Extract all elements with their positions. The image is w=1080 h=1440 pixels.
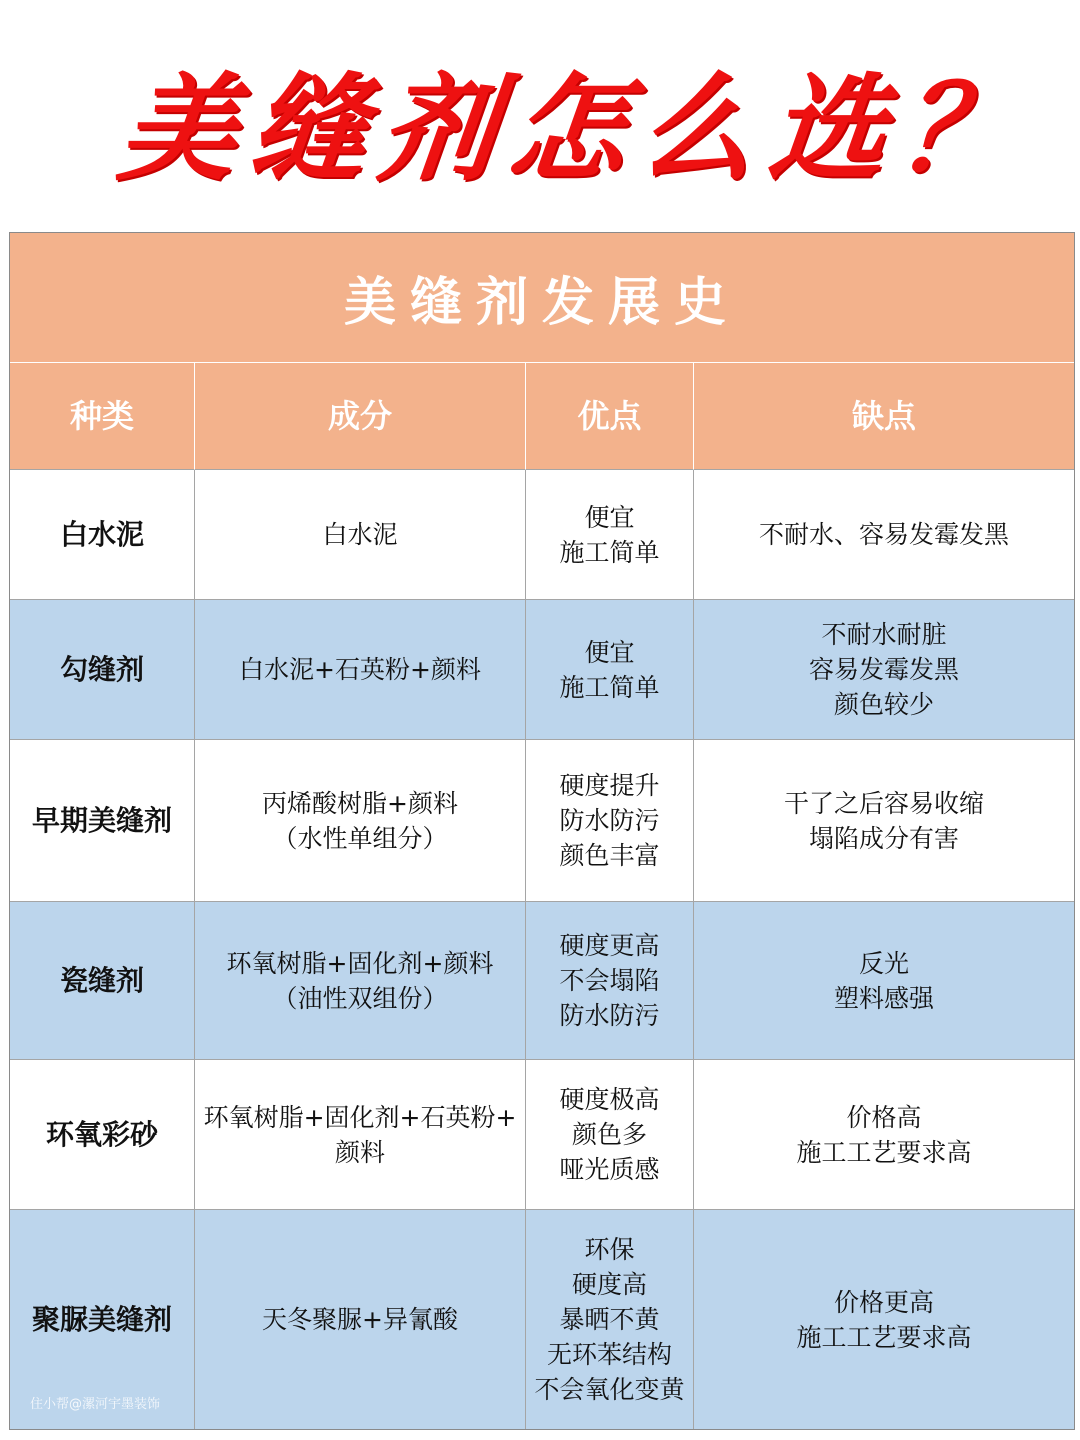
row-5-pros: 硬度极高 颜色多 哑光质感: [526, 1060, 694, 1210]
row-1-composition: 白水泥: [195, 470, 526, 600]
column-header-pros: 优点: [526, 363, 694, 470]
row-4-pros: 硬度更高 不会塌陷 防水防污: [526, 902, 694, 1060]
row-6-cons: 价格更高 施工工艺要求高: [694, 1210, 1074, 1429]
row-5-composition: 环氧树脂+固化剂+石英粉+ 颜料: [195, 1060, 526, 1210]
table-heading: 美缝剂发展史: [343, 273, 740, 333]
row-4-kind: 瓷缝剂: [10, 902, 195, 1060]
row-2-kind: 勾缝剂: [10, 600, 195, 740]
row-3-kind: 早期美缝剂: [10, 740, 195, 902]
row-4-cons: 反光 塑料感强: [694, 902, 1074, 1060]
table-heading-bar: [10, 233, 1074, 363]
comparison-table: [9, 232, 1075, 1430]
row-2-pros: 便宜 施工简单: [526, 600, 694, 740]
watermark: 住小帮@漯河宇墨装饰: [30, 1397, 161, 1412]
row-1-cons: 不耐水、容易发霉发黑: [694, 470, 1074, 600]
page-title: 美缝剂怎么选？: [112, 62, 1038, 197]
row-1-kind: 白水泥: [10, 470, 195, 600]
row-2-cons: 不耐水耐脏 容易发霉发黑 颜色较少: [694, 600, 1074, 740]
column-header-kind: 种类: [10, 363, 195, 470]
row-3-pros: 硬度提升 防水防污 颜色丰富: [526, 740, 694, 902]
row-3-composition: 丙烯酸树脂+颜料 （水性单组分）: [195, 740, 526, 902]
row-6-pros: 环保 硬度高 暴晒不黄 无环苯结构 不会氧化变黄: [526, 1210, 694, 1429]
row-2-composition: 白水泥+石英粉+颜料: [195, 600, 526, 740]
row-5-cons: 价格高 施工工艺要求高: [694, 1060, 1074, 1210]
column-header-cons: 缺点: [694, 363, 1074, 470]
column-header-composition: 成分: [195, 363, 526, 470]
row-4-composition: 环氧树脂+固化剂+颜料 （油性双组份）: [195, 902, 526, 1060]
table-grid: [10, 363, 1074, 1429]
row-6-composition: 天冬聚脲+异氰酸: [195, 1210, 526, 1429]
page-title-block: [0, 62, 1080, 198]
row-5-kind: 环氧彩砂: [10, 1060, 195, 1210]
row-6-kind: 聚脲美缝剂: [10, 1210, 195, 1429]
row-1-pros: 便宜 施工简单: [526, 470, 694, 600]
row-3-cons: 干了之后容易收缩 塌陷成分有害: [694, 740, 1074, 902]
